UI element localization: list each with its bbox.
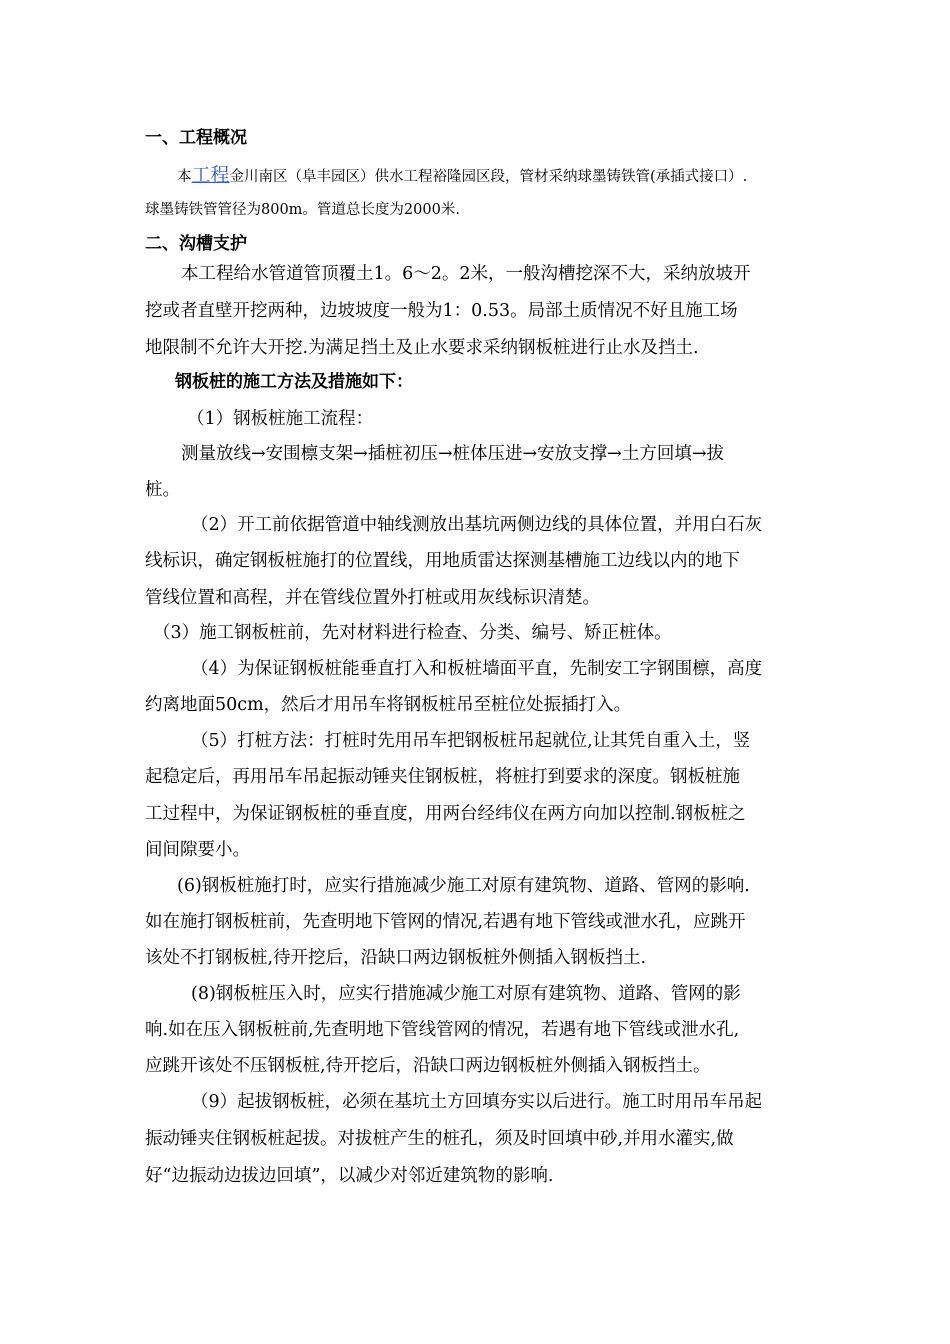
paragraph-line: 本工程给水管道管顶覆土1。6～2。2米，一般沟槽挖深不大，采纳放坡开 [181,264,751,284]
paragraph-line: 地限制不允许大开挖.为满足挡土及止水要求采纳钢板桩进行止水及挡土. [145,338,699,358]
overview-paragraph [145,160,825,220]
paragraph-line: 间间隙要小。 [145,840,250,860]
paragraph-line: （3）施工钢板桩前，先对材料进行检查、分类、编号、矫正桩体。 [153,623,672,643]
paragraph-line: 线标识，确定钢板桩施打的位置线，用地质雷达探测基槽施工边线以内的地下 [145,551,740,571]
paragraph-line: 该处不打钢板桩,待开挖后，沿缺口两边钢板桩外侧插入钢板挡土. [145,948,647,968]
paragraph-line: （4）为保证钢板桩能垂直打入和板桩墙面平直，先制安工字钢围檩，高度 [191,659,763,679]
paragraph-line: （9）起拔钢板桩，必须在基坑土方回填夯实以后进行。施工时用吊车吊起 [191,1092,763,1112]
paragraph-line: （2）开工前依据管道中轴线测放出基坑两侧边线的具体位置，并用白石灰 [191,515,763,535]
paragraph-line: （1）钢板桩施工流程： [187,409,374,429]
overview-line-2: 球墨铸铁管管径为800m。管道总长度为2000米. [145,202,460,218]
paragraph-line: 起稳定后，再用吊车吊起振动锤夹住钢板桩，将桩打到要求的深度。钢板桩施 [145,767,740,787]
paragraph-line: (8)钢板桩压入时，应实行措施减少施工对原有建筑物、道路、管网的影 [191,984,741,1004]
paragraph-line: 工过程中，为保证钢板桩的垂直度，用两台经纬仪在两方向加以控制.钢板桩之 [145,804,746,824]
paragraph-line: 如在施打钢板桩前，先查明地下管网的情况,若遇有地下管线或泄水孔，应跳开 [145,912,746,932]
overview-line-1 [177,160,747,187]
paragraph-line: 应跳开该处不压钢板桩,待开挖后，沿缺口两边钢板桩外侧插入钢板挡土。 [145,1056,711,1076]
paragraph-line: 测量放线→安围檩支架→插桩初压→桩体压进→安放支撑→土方回填→拔 [181,444,724,464]
paragraph-line: （5）打桩方法：打桩时先用吊车把钢板桩吊起就位,让其凭自重入土，竖 [191,731,751,751]
paragraph-line: 管线位置和高程，并在管线位置外打桩或用灰线标识清楚。 [145,588,600,608]
section-heading-trench: 二、沟槽支护 [145,234,247,254]
paragraph-line: (6)钢板桩施打时，应实行措施减少施工对原有建筑物、道路、管网的影响. [177,876,750,896]
overview-text-post: 金川南区（阜丰园区）供水工程裕隆园区段，管材采纳球墨铸铁管(承插式接口）. [229,169,748,185]
paragraph-line: 桩。 [145,480,180,500]
project-link[interactable]: 工程 [191,164,230,186]
paragraph-line: 约离地面50cm，然后才用吊车将钢板桩吊至桩位处振插打入。 [145,695,632,715]
overview-text-pre: 本 [177,169,192,185]
paragraph-line: 振动锤夹住钢板桩起拔。对拔桩产生的桩孔，须及时回填中砂,并用水灌实,做 [145,1129,734,1149]
paragraph-line: 挖或者直壁开挖两种，边坡坡度一般为1：0.53。局部土质情况不好且施工场 [145,301,738,321]
subheading-methods: 钢板桩的施工方法及措施如下： [175,372,413,392]
paragraph-line: 好“边振动边拔边回填”，以减少对邻近建筑物的影响. [145,1166,554,1186]
section-heading-overview: 一、工程概况 [145,128,247,148]
paragraph-line: 响.如在压入钢板桩前,先查明地下管线管网的情况，若遇有地下管线或泄水孔, [145,1020,740,1040]
